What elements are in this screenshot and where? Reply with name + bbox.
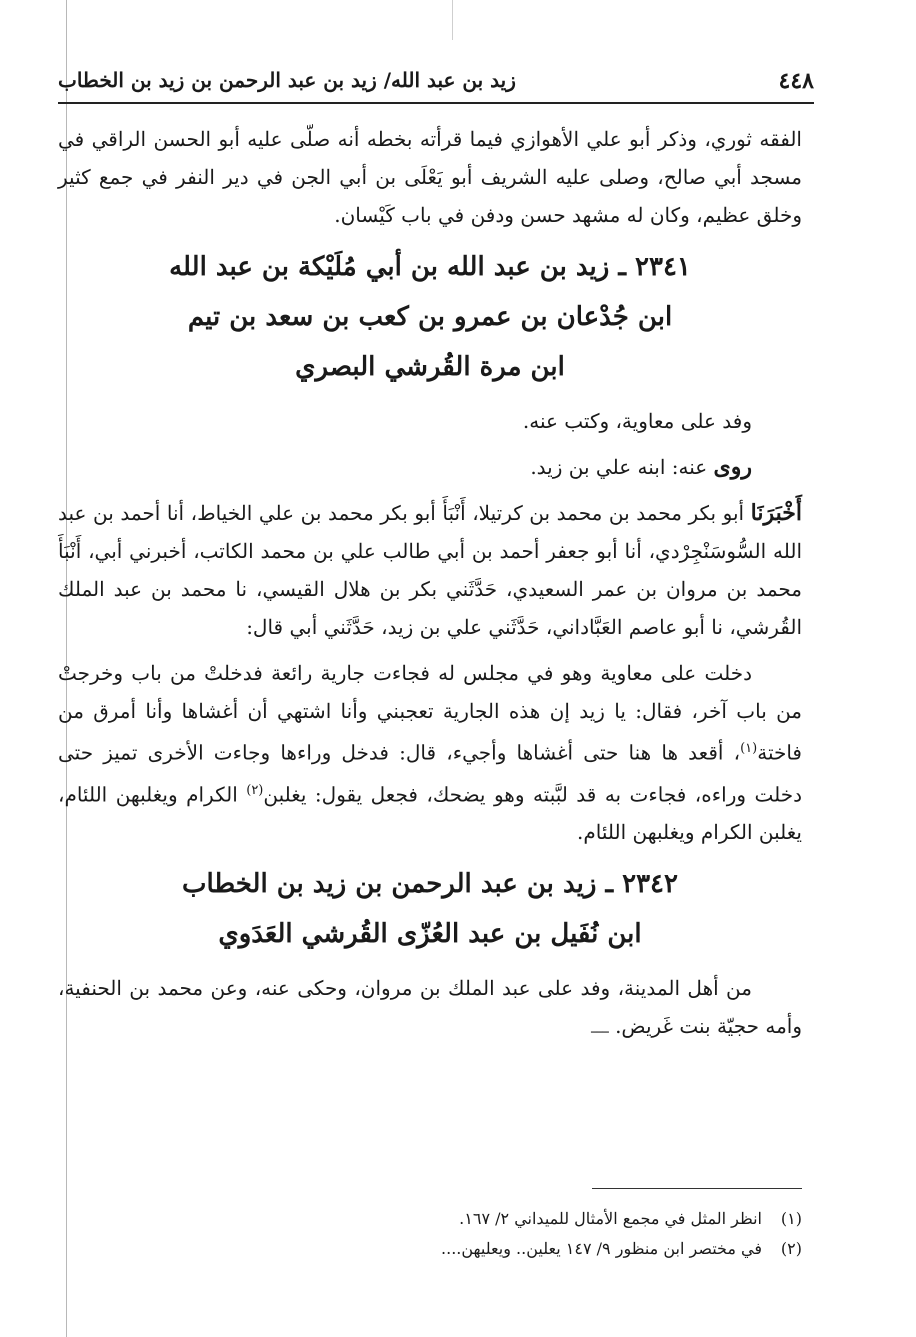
footnotes	[58, 1204, 802, 1264]
madina-text: من أهل المدينة، وفد على عبد الملك بن مروان، وحكى عنه، وعن محمد بن الحنفية، وأمه حجيّة بنت غَريض.	[58, 976, 802, 1039]
matn-text-c: الكرام ويغلبهن اللئام، يغلبن الكرام ويغلبهن اللئام.	[58, 782, 802, 845]
entry-heading-2341	[58, 242, 802, 392]
footnote-ref-1[interactable]: (١)	[740, 741, 758, 756]
header-rule	[58, 102, 814, 104]
entry-heading-line: ابن مرة القُرشي البصري	[295, 352, 565, 382]
footnote-2	[58, 1234, 802, 1264]
matn-text-b: ، أقعد ها هنا حتى أغشاها وأجيء، قال: فدخل وراءها وجاءت الأخرى تميز حتى دخلت وراءه، فجاءت به قد لبَّبته وهو يضحك، فجعل يقول: يغلبن	[58, 740, 802, 807]
paragraph-matn	[58, 654, 802, 851]
running-header	[58, 66, 814, 100]
akhbarana-keyword: أَخْبَرَنَا	[750, 500, 802, 526]
footnote-number: (٢)	[780, 1239, 802, 1258]
entry-heading-line: ٢٣٤٢ ـ زيد بن عبد الرحمن بن زيد بن الخطاب	[182, 869, 678, 900]
end-dash: ـــ	[591, 1014, 616, 1039]
footnote-ref-2[interactable]: (٢)	[246, 782, 264, 798]
running-title: زيد بن عبد الله/ زيد بن عبد الرحمن بن زيد بن الخطاب	[58, 68, 516, 92]
entry-heading-line: ٢٣٤١ ـ زيد بن عبد الله بن أبي مُلَيْكة بن عبد الله	[169, 252, 691, 282]
paragraph-continuation: الفقه ثوري، وذكر أبو علي الأهوازي فيما قرأته بخطه أنه صلّى عليه أبو الحسن الراقي في مسجد أبي صالح، وصلى عليه الشريف أبو يَعْلَى بن أبي الجن في دير النفر في جمع كثير وخلق عظيم، وكان له مشهد حسن ودفن في باب كَيْسان.	[58, 127, 802, 227]
entry-heading-line: ابن جُدْعان بن عمرو بن كعب بن سعد بن تيم	[187, 302, 673, 332]
footnote-rule	[592, 1188, 802, 1189]
paragraph-wafd: وفد على معاوية، وكتب عنه.	[522, 409, 752, 433]
paragraph-isnad	[58, 494, 802, 646]
main-text	[58, 120, 802, 1053]
paragraph-madina	[58, 969, 802, 1045]
isnad-text: أبو بكر محمد بن محمد بن كرتيلا، أَنْبَأَ أبو بكر محمد بن علي الخياط، أنا أحمد بن عبد الله السُّوسَنْجِرْدي، أنا أبو جعفر أحمد بن أبي طالب علي بن محمد الكاتب، أخبرني أبي، أَنْبَأَ محمد بن مروان بن عمر السعيدي، حَدَّثَني بكر بن هلال القيسي، نا محمد بن عبد الملك القُرشي، نا أبو عاصم العَبَّاداني، حَدَّثَني علي بن زيد، حَدَّثَني أبي قال:	[58, 501, 802, 639]
matn-text-a: دخلت على معاوية وهو في مجلس له فجاءت جارية رائعة فدخلتْ من باب وخرجتْ من باب آخر، فقال: يا زيد إن هذه الجارية تعجبني وأنا اشتهي أن أغشاها وأنا أمرق من فاختة	[58, 661, 802, 765]
entry-heading-2342	[58, 859, 802, 959]
riwaya-text: عنه: ابنه علي بن زيد.	[530, 455, 714, 479]
footnote-number: (١)	[780, 1209, 802, 1228]
page-number: ٤٤٨	[778, 68, 814, 94]
footnote-text: في مختصر ابن منظور ٩/ ١٤٧ يعلين.. ويعليهن....	[441, 1239, 762, 1258]
scan-top-mark	[452, 0, 453, 40]
entry-heading-line: ابن نُفَيل بن عبد العُزّى القُرشي العَدَوي	[218, 919, 642, 950]
paragraph-riwaya	[58, 448, 802, 486]
riwaya-keyword: روى	[713, 454, 752, 480]
footnote-text: انظر المثل في مجمع الأمثال للميداني ٢/ ١٦٧.	[459, 1209, 762, 1228]
footnote-1	[58, 1204, 802, 1234]
